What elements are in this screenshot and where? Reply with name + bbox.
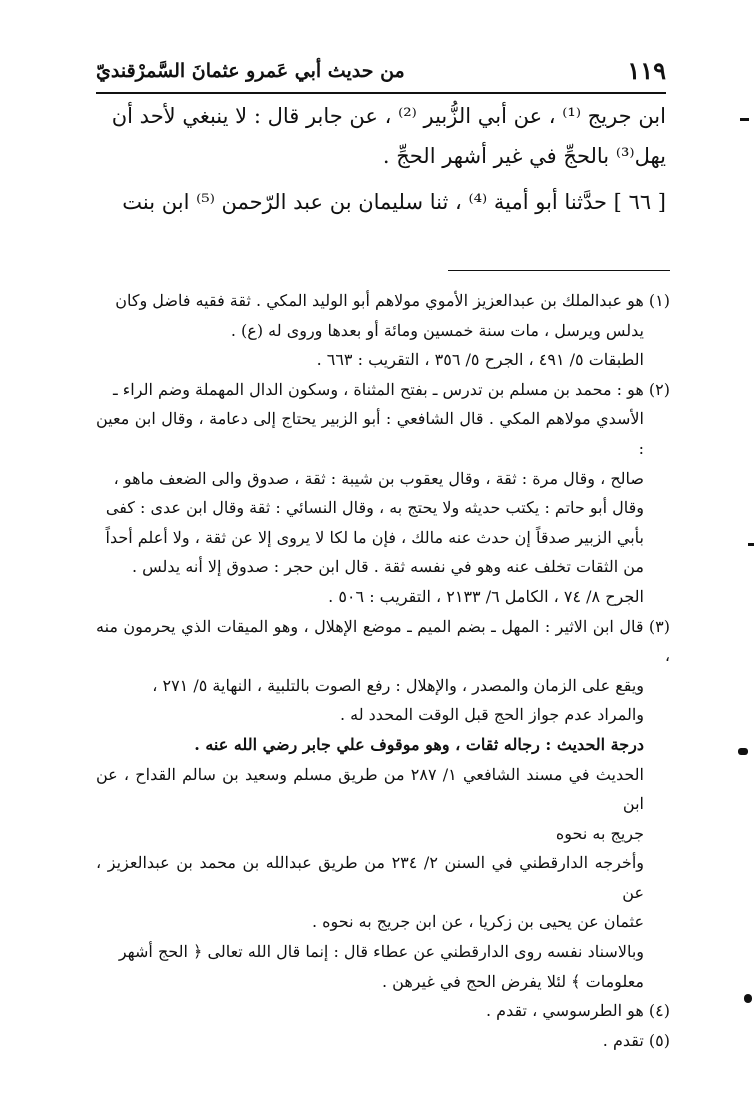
page-number: ١١٩ bbox=[627, 56, 666, 85]
main-text bbox=[96, 96, 666, 222]
footnote-separator bbox=[448, 270, 670, 271]
footnote-2-line: صالح ، وقال مرة : ثقة ، وقال يعقوب بن شيبة : ثقة ، صدوق والى الضعف ماهو ، bbox=[113, 468, 644, 488]
footnotes bbox=[96, 286, 670, 1055]
takhrij-line: معلومات ﴾ لئلا يفرض الحج في غيرهن . bbox=[382, 971, 644, 991]
margin-mark bbox=[740, 118, 749, 121]
footnote-2-line: بأبي الزبير صدقاً إن حدث عنه مالك ، فإن ما لكا لا يروى إلا عن ثقة ، ولا أعلم أحداً bbox=[105, 527, 644, 547]
footnote-1-line: (١) هو عبدالملك بن عبدالعزيز الأموي مولاهم أبو الوليد المكي . ثقة فقيه فاضل وكان bbox=[115, 291, 670, 310]
footnote-2-line: الجرح ٨/ ٧٤ ، الكامل ٦/ ٢١٣٣ ، التقريب : ٥٠٦ . bbox=[328, 586, 644, 606]
margin-mark bbox=[738, 748, 748, 755]
hadith-66-line: [ ٦٦ ] حدَّثنا أبو أمية ⁽⁴⁾ ، ثنا سليمان بن عبد الرّحمن ⁽⁵⁾ ابن بنت bbox=[122, 190, 666, 214]
takhrij-line: جريج به نحوه bbox=[555, 823, 644, 843]
footnote-1-line: الطبقات ٥/ ٤٩١ ، الجرح ٥/ ٣٥٦ ، التقريب : ٦٦٣ . bbox=[316, 350, 644, 370]
takhrij-line: وأخرجه الدارقطني في السنن ٢/ ٢٣٤ من طريق عبدالله بن محمد بن عبدالعزيز ، عن bbox=[96, 853, 644, 902]
footnote-4: (٤) هو الطرسوسي ، تقدم . bbox=[485, 1001, 670, 1021]
running-title: من حديث أبي عَمرو عثمانَ السَّمرْقنديّ bbox=[96, 60, 405, 82]
footnote-2-line: من الثقات تخلف عنه وهو في نفسه ثقة . قال ابن حجر : صدوق إلا أنه يدلس . bbox=[131, 557, 644, 577]
footnote-2-line: وقال أبو حاتم : يكتب حديثه ولا يحتج به ، وقال النسائي : ثقة وقال ابن عدى : كفى bbox=[105, 498, 644, 518]
footnote-2-line: الأسدي مولاهم المكي . قال الشافعي : أبو الزبير يحتاج إلى دعامة ، وقال ابن معين : bbox=[96, 409, 644, 458]
footnote-3-line: ويقع على الزمان والمصدر ، والإهلال : رفع الصوت بالتلبية ، النهاية ٥/ ٢٧١ ، bbox=[152, 675, 644, 695]
footnote-3-line: (٣) قال ابن الاثير : المهل ـ بضم الميم ـ موضع الإهلال ، وهو الميقات الذي يحرمون منه ، bbox=[96, 616, 670, 666]
hadith-grade: درجة الحديث : رجاله ثقات ، وهو موقوف علي جابر رضي الله عنه . bbox=[194, 734, 644, 754]
main-line: يهل⁽³⁾ بالحجِّ في غير أشهر الحجِّ . bbox=[382, 144, 666, 168]
takhrij-line: الحديث في مسند الشافعي ١/ ٢٨٧ من طريق مسلم وسعيد بن سالم القداح ، عن ابن bbox=[96, 764, 644, 814]
takhrij-line: عثمان عن يحيى بن زكريا ، عن ابن جريج به نحوه . bbox=[311, 912, 644, 932]
main-line: ابن جريج ⁽¹⁾ ، عن أبي الزُّبير ⁽²⁾ ، عن جابر قال : لا ينبغي لأحد أن bbox=[111, 104, 666, 128]
footnote-5: (٥) تقدم . bbox=[602, 1030, 670, 1050]
margin-mark bbox=[744, 994, 752, 1003]
takhrij-line: وبالاسناد نفسه روى الدارقطني عن عطاء قال : إنما قال الله تعالى ﴿ الحج أشهر bbox=[118, 942, 644, 962]
page-header bbox=[96, 52, 666, 94]
margin-mark bbox=[748, 543, 754, 546]
footnote-3-line: والمراد عدم جواز الحج قبل الوقت المحدد له . bbox=[339, 705, 644, 725]
footnote-2-line: (٢) هو : محمد بن مسلم بن تدرس ـ بفتح المثناة ، وسكون الدال المهملة وضم الراء ـ bbox=[113, 379, 670, 399]
footnote-1-line: يدلس ويرسل ، مات سنة خمسين ومائة أو بعدها وروى له (ع) . bbox=[230, 320, 644, 340]
